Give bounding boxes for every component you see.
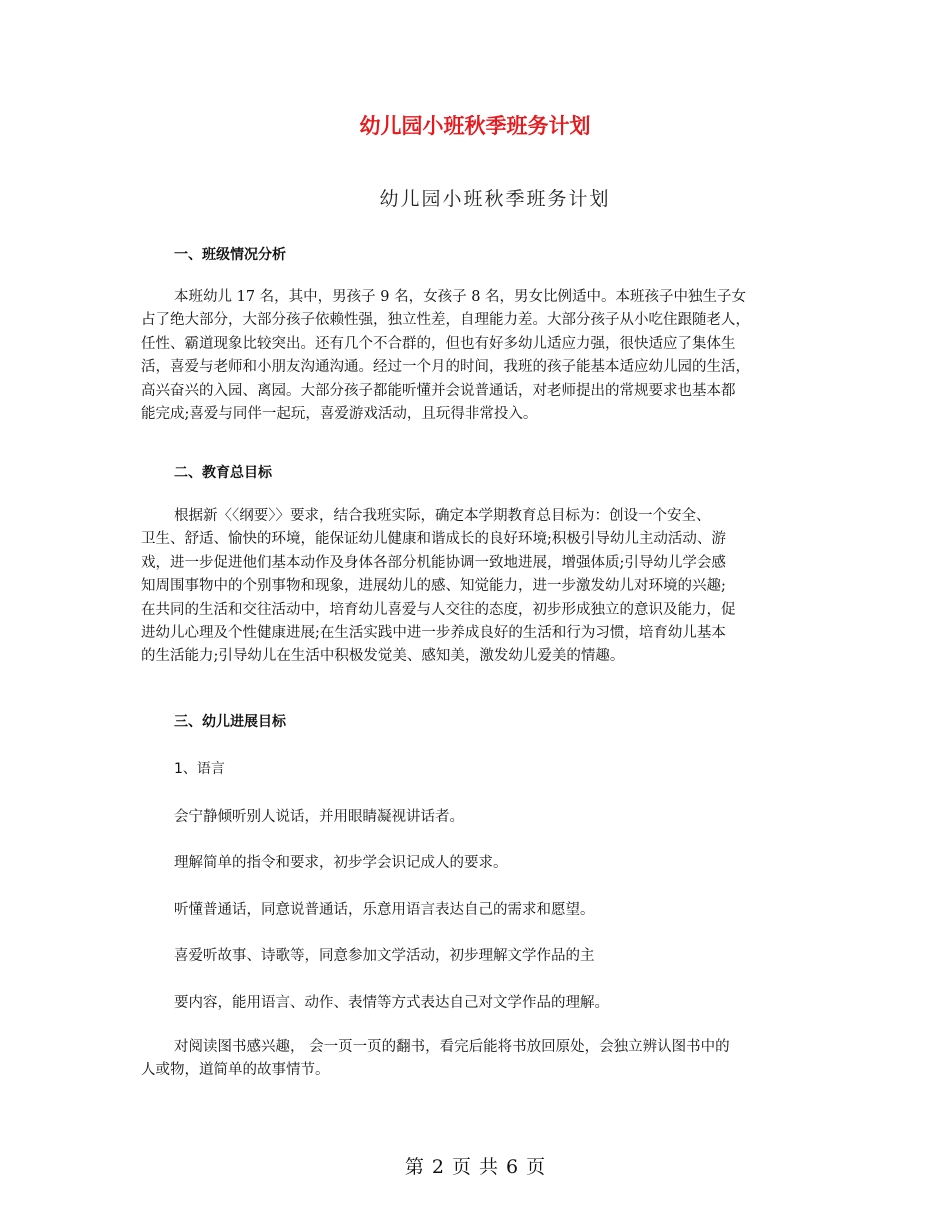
paragraph-line: 知周围事物中的个别事物和现象，进展幼儿的感、知觉能力，进一步激发幼儿对环境的兴趣; (141, 578, 726, 595)
section-heading-development-goals: 三、幼儿进展目标 (174, 714, 286, 730)
education-goals-paragraph (141, 505, 821, 669)
footer-page-unit: 页 (451, 1156, 471, 1178)
paragraph-line: 卫生、舒适、愉快的环境，能保证幼儿健康和谐成长的良好环境;积极引导幼儿主动活动、游 (141, 531, 726, 548)
paragraph-line: 活，喜爱与老师和小朋友沟通沟通。经过一个月的时间，我班的孩子能基本适应幼儿园的生活， (141, 359, 750, 376)
paragraph-line: 进幼儿心理及个性健康进展;在生活实践中进一步养成良好的生活和行为习惯，培育幼儿基本 (141, 625, 726, 642)
reading-goal-paragraph (141, 1036, 821, 1083)
document-title: 幼儿园小班秋季班务计划 (359, 114, 591, 138)
section-heading-education-goals: 二、教育总目标 (174, 465, 272, 481)
paragraph-line: 人或物，道简单的故事情节。 (141, 1062, 330, 1079)
paragraph-line: 任性、霸道现象比较突出。还有几个不合群的，但也有好多幼儿适应力强，很快适应了集体生 (141, 335, 736, 352)
paragraph-line: 根据新〈〈纲要〉〉要求，结合我班实际，确定本学期教育总目标为：创设一个安全、 (174, 508, 711, 524)
goal-item: 喜爱听故事、诗歌等，同意参加文学活动，初步理解文学作品的主 (174, 948, 595, 964)
class-analysis-paragraph (141, 286, 821, 426)
paragraph-line: 对阅读图书感兴趣， 会一页一页的翻书，看完后能将书放回原处，会独立辨认图书中的 (174, 1039, 730, 1055)
page-footer (0, 1152, 950, 1179)
paragraph-line: 的生活能力;引导幼儿在生活中积极发觉美、感知美，激发幼儿爱美的情趣。 (141, 648, 625, 665)
paragraph-line: 本班幼儿 17 名，其中，男孩子 9 名，女孩子 8 名，男女比例适中。本班孩子中独生子女 (174, 289, 747, 305)
footer-page-number: 2 (431, 1156, 444, 1178)
footer-total-label: 共 (479, 1156, 499, 1178)
paragraph-line: 高兴奋兴的入园、离园。大部分孩子都能听懂并会说普通话，对老师提出的常规要求也基本都 (141, 382, 736, 399)
paragraph-line: 戏，进一步促进他们基本动作及身体各部分机能协调一致地进展，增强体质;引导幼儿学会感 (141, 554, 726, 571)
paragraph-line: 占了绝大部分，大部分孩子依赖性强，独立性差，自理能力差。大部分孩子从小吃住跟随老人， (141, 312, 750, 329)
goal-item: 理解简单的指令和要求，初步学会识记成人的要求。 (174, 855, 508, 871)
footer-total-unit: 页 (526, 1156, 546, 1178)
document-subtitle: 幼儿园小班秋季班务计划 (379, 188, 611, 210)
section-heading-class-analysis: 一、班级情况分析 (174, 247, 286, 263)
footer-page-label: 第 (404, 1156, 424, 1178)
footer-total-number: 6 (506, 1156, 519, 1178)
goal-item: 听懂普通话，同意说普通话，乐意用语言表达自己的需求和愿望。 (174, 902, 595, 918)
goal-item: 要内容，能用语言、动作、表情等方式表达自己对文学作品的理解。 (174, 995, 609, 1011)
paragraph-line: 在共同的生活和交往活动中，培育幼儿喜爱与人交往的态度，初步形成独立的意识及能力，促 (141, 601, 736, 618)
goal-item: 会宁静倾听别人说话，并用眼睛凝视讲话者。 (174, 809, 464, 825)
paragraph-line: 能完成;喜爱与同伴一起玩，喜爱游戏活动，且玩得非常投入。 (141, 406, 538, 423)
subheading-language: 1、语言 (174, 761, 225, 777)
